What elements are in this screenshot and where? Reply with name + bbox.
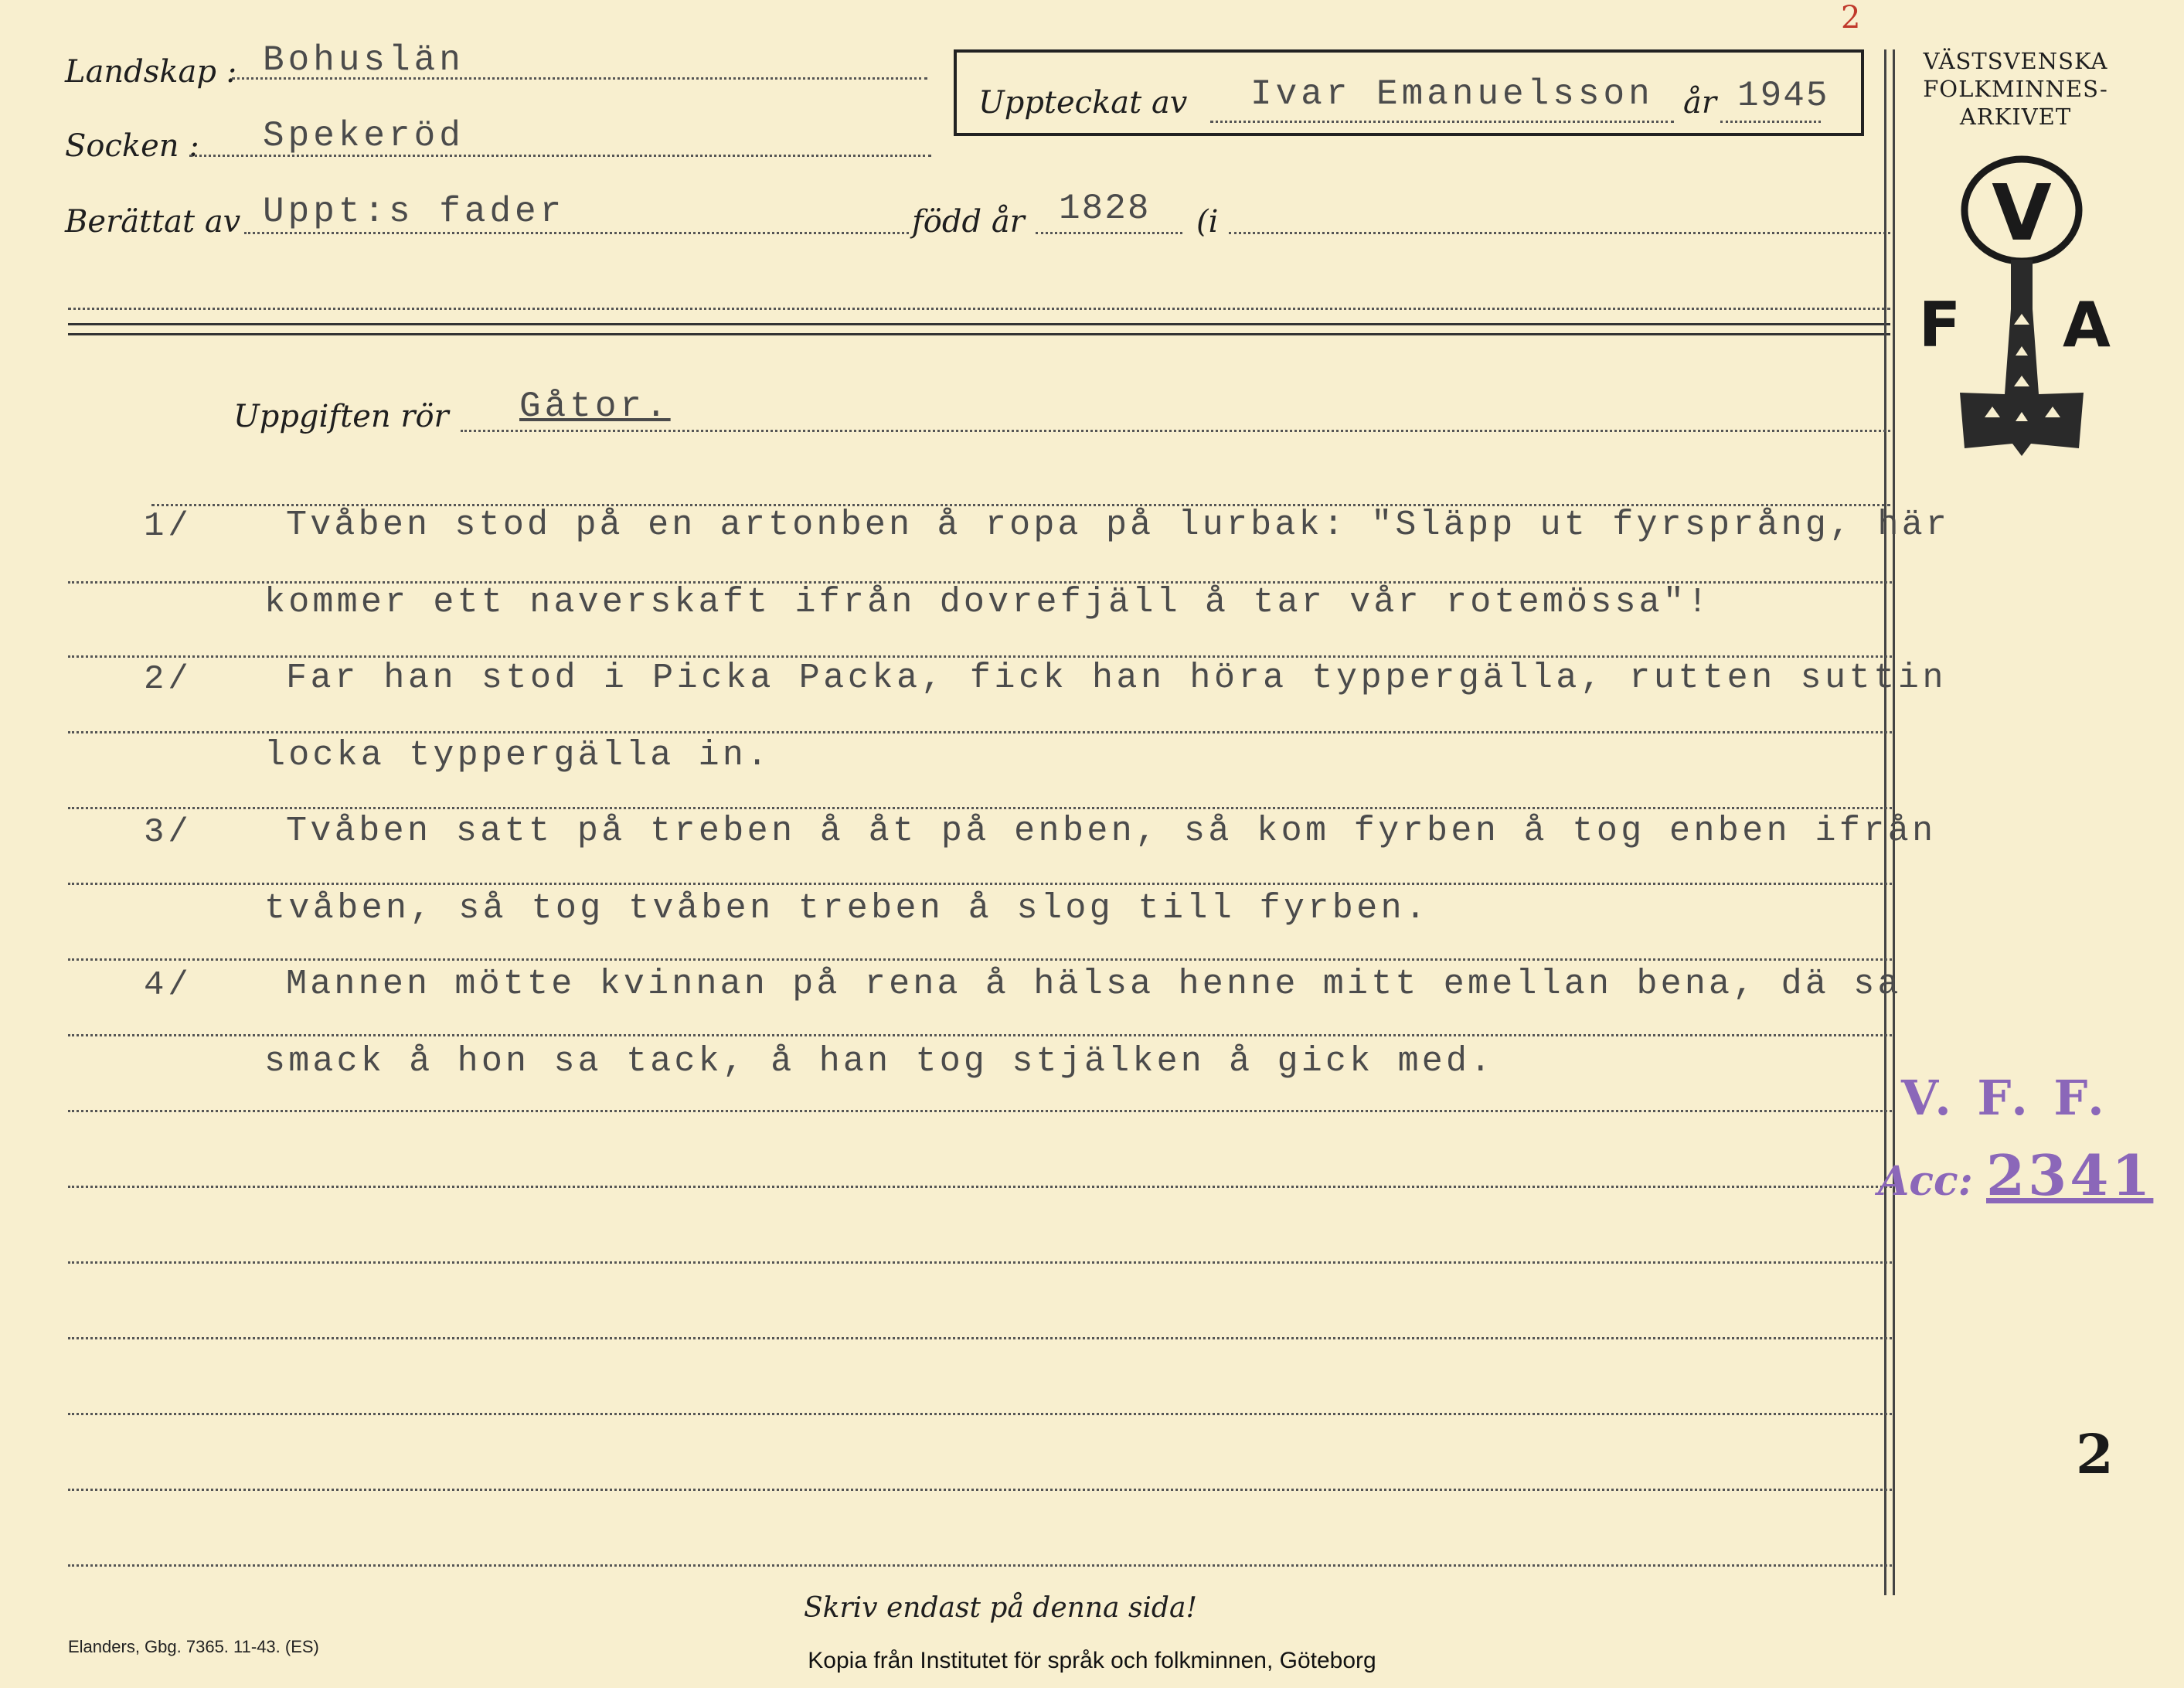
narrator-label: Berättat av xyxy=(65,204,241,240)
logo-a-letter: A xyxy=(2063,289,2111,361)
ruled-line xyxy=(68,655,1892,658)
year-value: 1945 xyxy=(1737,76,1829,116)
printer-imprint: Elanders, Gbg. 7365. 11-43. (ES) xyxy=(68,1637,319,1656)
page-number: 2 xyxy=(2076,1422,2114,1486)
item-number: 2/ xyxy=(144,660,192,699)
narrator-line xyxy=(244,232,909,234)
item-number: 3/ xyxy=(144,813,192,852)
ruled-line xyxy=(68,958,1892,961)
item-number: 1/ xyxy=(144,507,192,546)
landskap-value: Bohuslän xyxy=(263,40,464,80)
born-label: född år xyxy=(912,204,1025,240)
socken-value: Spekeröd xyxy=(263,116,464,156)
ruled-line xyxy=(68,807,1892,809)
top-mark: 2 xyxy=(1841,0,1861,36)
archive-logo xyxy=(1915,155,2116,464)
recorder-line xyxy=(1210,121,1674,123)
item-text-line: Tvåben stod på en artonben å ropa på lurbak: "Släpp ut fyrsprång, här xyxy=(286,505,1951,545)
subject-label: Uppgiften rör xyxy=(233,399,449,434)
subject-value: Gåtor. xyxy=(519,386,671,427)
archive-name-line1: VÄSTSVENSKA xyxy=(1923,48,2108,74)
archive-name-line3: ARKIVET xyxy=(1959,104,2072,130)
logo-f-letter: F xyxy=(1918,289,1961,361)
footer-instruction: Skriv endast på denna sida! xyxy=(804,1592,1197,1624)
ruled-line xyxy=(68,1110,1892,1112)
ruled-line xyxy=(68,1034,1892,1036)
narrator-value: Uppt:s fader xyxy=(263,192,566,232)
subject-line xyxy=(461,430,1890,432)
born-place-line xyxy=(1229,232,1890,234)
item-text-line: Far han stod i Picka Packa, fick han höra typpergälla, rutten suttin xyxy=(286,659,1948,698)
ruled-line xyxy=(68,731,1892,733)
item-text-line: Tvåben satt på treben å åt på enben, så kom fyrben å tog enben ifrån xyxy=(286,812,1937,851)
archive-stamp-acc-number: 2341 xyxy=(1986,1142,2154,1208)
header-double-rule xyxy=(68,323,1890,335)
blank-header-line xyxy=(68,308,1890,310)
landskap-label: Landskap : xyxy=(65,54,237,90)
item-text-line: Mannen mötte kvinnan på rena å hälsa henne mitt emellan bena, dä sa xyxy=(286,965,1902,1004)
ruled-line xyxy=(68,883,1892,885)
ruled-line xyxy=(68,1413,1892,1415)
logo-v-letter: V xyxy=(1992,168,2052,258)
recorder-label: Uppteckat av xyxy=(978,85,1188,121)
archive-stamp-acc-label: Acc: xyxy=(1878,1158,1973,1205)
recorder-box xyxy=(954,49,1864,136)
item-text-line: smack å hon sa tack, å han tog stjälken å gick med. xyxy=(264,1042,1495,1081)
archive-name-line2: FOLKMINNES- xyxy=(1923,76,2108,102)
ruled-line xyxy=(68,1261,1892,1264)
ruled-line xyxy=(68,1337,1892,1339)
item-text-line: tvåben, så tog tvåben treben å slog till fyrben. xyxy=(264,889,1430,928)
item-number: 4/ xyxy=(144,966,192,1005)
socken-label: Socken : xyxy=(65,128,199,164)
item-text-line: kommer ett naverskaft ifrån dovrefjäll å tar vår rotemössa"! xyxy=(264,583,1712,622)
ruled-line xyxy=(68,1489,1892,1491)
copy-note: Kopia från Institutet för språk och folkminnen, Göteborg xyxy=(808,1648,1376,1673)
year-line xyxy=(1720,121,1821,123)
born-value: 1828 xyxy=(1059,189,1151,229)
born-place-label: (i xyxy=(1196,204,1219,240)
ruled-line xyxy=(68,1564,1892,1567)
born-line xyxy=(1036,232,1182,234)
year-label: år xyxy=(1683,85,1716,121)
item-text-line: locka typpergälla in. xyxy=(264,736,771,775)
ruled-line xyxy=(68,1186,1892,1188)
archive-stamp-vff: V. F. F. xyxy=(1901,1070,2109,1126)
recorder-value: Ivar Emanuelsson xyxy=(1250,74,1654,114)
